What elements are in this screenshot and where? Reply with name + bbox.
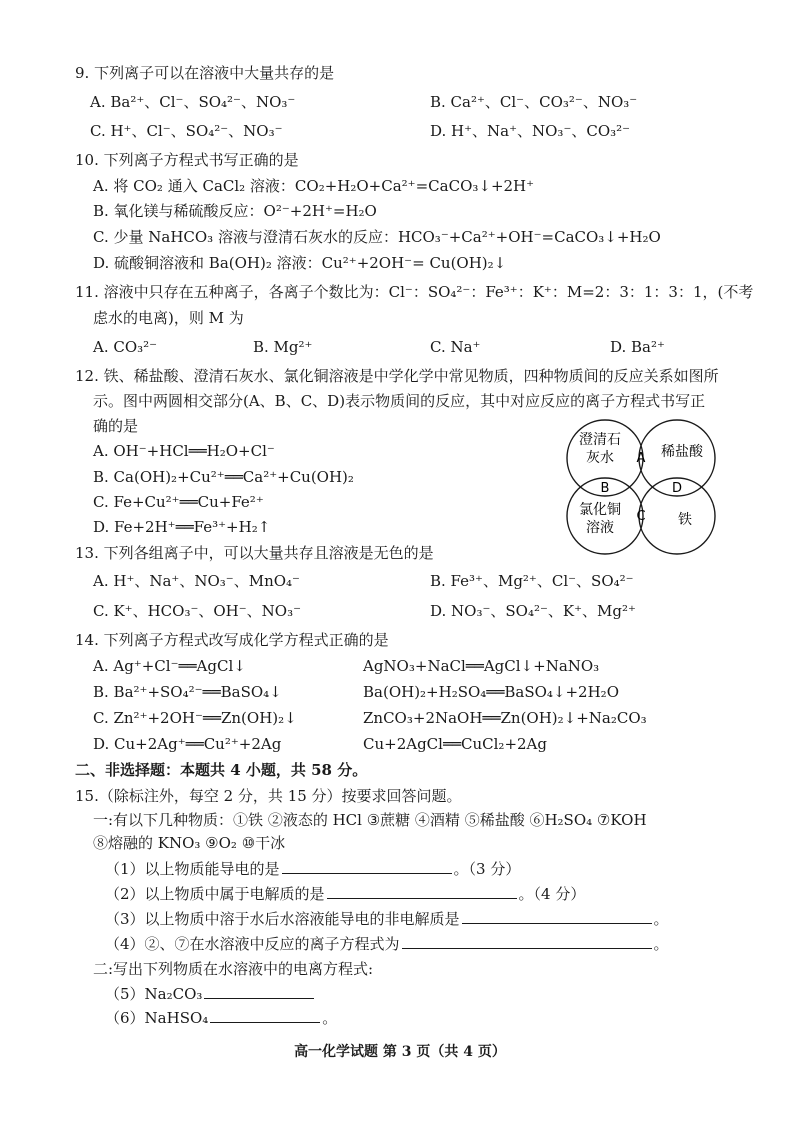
q14-option-a-equation: AgNO₃+NaCl══AgCl↓+NaNO₃ — [363, 657, 600, 675]
q13-option-d: D. NO₃⁻、SO₄²⁻、K⁺、Mg²⁺ — [430, 602, 636, 620]
q15-s2-prefix: （2）以上物质中属于电解质的是 — [105, 885, 325, 903]
label-limewater-2: 灰水 — [586, 450, 614, 466]
label-copper-chloride-1: 氯化铜 — [579, 502, 621, 518]
q15-s2-answer-blank[interactable] — [327, 883, 517, 899]
q12-option-c: C. Fe+Cu²⁺══Cu+Fe²⁺ — [93, 493, 264, 511]
q12-stem-line2: 示。图中两圆相交部分(A、B、C、D)表示物质间的反应，其中对应反应的离子方程式书写正 — [93, 392, 706, 410]
q13-stem: 13. 下列各组离子中，可以大量共存且溶液是无色的是 — [75, 544, 434, 562]
q11-stem-line2: 虑水的电离)，则 M 为 — [93, 309, 244, 327]
q14-option-d-ion: D. Cu+2Ag⁺══Cu²⁺+2Ag — [93, 735, 282, 753]
q15-s1-suffix: 。（3 分） — [453, 860, 521, 878]
q10-option-b: B. 氧化镁与稀硫酸反应：O²⁻+2H⁺=H₂O — [93, 202, 377, 220]
q15-s6-answer-blank[interactable] — [210, 1007, 320, 1023]
q15-s3-answer-blank[interactable] — [462, 908, 652, 924]
q15-s2-suffix: 。（4 分） — [518, 885, 586, 903]
label-B: B — [600, 481, 610, 496]
q15-s5-prefix: （5）Na₂CO₃ — [105, 985, 203, 1003]
q12-reaction-diagram — [560, 418, 730, 556]
q15-s3-suffix: 。 — [653, 910, 669, 928]
q15-subquestion-4 — [105, 933, 669, 954]
q9-option-c: C. H⁺、Cl⁻、SO₄²⁻、NO₃⁻ — [90, 122, 283, 140]
q11-option-c: C. Na⁺ — [430, 338, 481, 356]
q10-option-d: D. 硫酸铜溶液和 Ba(OH)₂ 溶液：Cu²⁺+2OH⁻= Cu(OH)₂↓ — [93, 254, 507, 272]
q15-part1-line1: 一:有以下几种物质：①铁 ②液态的 HCl ③蔗糖 ④酒精 ⑤稀盐酸 ⑥H₂SO₄ ⑦KOH — [93, 811, 647, 829]
section-2-heading: 二、非选择题：本题共 4 小题，共 58 分。 — [75, 761, 368, 779]
label-limewater-1: 澄清石 — [579, 432, 621, 448]
q11-option-d: D. Ba²⁺ — [610, 338, 665, 356]
q15-s3-prefix: （3）以上物质中溶于水后水溶液能导电的非电解质是 — [105, 910, 460, 928]
label-copper-chloride-2: 溶液 — [586, 520, 614, 536]
q15-s6-prefix: （6）NaHSO₄ — [105, 1009, 209, 1027]
q12-option-b: B. Ca(OH)₂+Cu²⁺══Ca²⁺+Cu(OH)₂ — [93, 468, 354, 486]
label-hydrochloric-acid: 稀盐酸 — [661, 444, 703, 460]
q9-option-a: A. Ba²⁺、Cl⁻、SO₄²⁻、NO₃⁻ — [90, 93, 296, 111]
q15-subquestion-6 — [105, 1007, 337, 1028]
q15-subquestion-1 — [105, 858, 520, 879]
q14-option-c-ion: C. Zn²⁺+2OH⁻══Zn(OH)₂↓ — [93, 709, 297, 727]
page-footer: 高一化学试题 第 3 页（共 4 页） — [294, 1044, 506, 1060]
q15-subquestion-5 — [105, 983, 316, 1004]
q10-option-a: A. 将 CO₂ 通入 CaCl₂ 溶液：CO₂+H₂O+Ca²⁺=CaCO₃↓+2H⁺ — [93, 177, 535, 195]
q9-option-b: B. Ca²⁺、Cl⁻、CO₃²⁻、NO₃⁻ — [430, 93, 638, 111]
q9-stem: 9. 下列离子可以在溶液中大量共存的是 — [75, 64, 335, 82]
q15-subquestion-2 — [105, 883, 585, 904]
q13-option-c: C. K⁺、HCO₃⁻、OH⁻、NO₃⁻ — [93, 602, 302, 620]
q15-s6-suffix: 。 — [322, 1009, 338, 1027]
q14-option-c-equation: ZnCO₃+2NaOH══Zn(OH)₂↓+Na₂CO₃ — [363, 709, 647, 727]
label-C: C — [636, 509, 646, 524]
q9-option-d: D. H⁺、Na⁺、NO₃⁻、CO₃²⁻ — [430, 122, 631, 140]
q13-option-b: B. Fe³⁺、Mg²⁺、Cl⁻、SO₄²⁻ — [430, 572, 634, 590]
q15-s1-prefix: （1）以上物质能导电的是 — [105, 860, 280, 878]
q15-stem: 15.（除标注外，每空 2 分，共 15 分）按要求回答问题。 — [75, 787, 462, 805]
q10-stem: 10. 下列离子方程式书写正确的是 — [75, 151, 299, 169]
q11-option-b: B. Mg²⁺ — [253, 338, 313, 356]
q12-option-d: D. Fe+2H⁺══Fe³⁺+H₂↑ — [93, 518, 271, 536]
q11-stem-line1: 11. 溶液中只存在五种离子，各离子个数比为：Cl⁻：SO₄²⁻：Fe³⁺：K⁺：M=2：3：1：3：1，(不考 — [75, 283, 754, 301]
q15-subquestion-3 — [105, 908, 669, 929]
q12-option-a: A. OH⁻+HCl══H₂O+Cl⁻ — [93, 442, 275, 460]
q13-option-a: A. H⁺、Na⁺、NO₃⁻、MnO₄⁻ — [93, 572, 300, 590]
q14-stem: 14. 下列离子方程式改写成化学方程式正确的是 — [75, 631, 389, 649]
label-D: D — [671, 481, 683, 496]
q15-s4-suffix: 。 — [653, 935, 669, 953]
q14-option-d-equation: Cu+2AgCl══CuCl₂+2Ag — [363, 735, 547, 753]
q15-s1-answer-blank[interactable] — [282, 858, 452, 874]
label-A: A — [636, 451, 646, 466]
q15-part2: 二:写出下列物质在水溶液中的电离方程式: — [93, 960, 374, 978]
q11-option-a: A. CO₃²⁻ — [93, 338, 158, 356]
q15-s4-answer-blank[interactable] — [402, 933, 652, 949]
q15-s5-answer-blank[interactable] — [204, 983, 314, 999]
label-iron: 铁 — [678, 512, 692, 528]
q15-part1-line2: ⑧熔融的 KNO₃ ⑨O₂ ⑩干冰 — [93, 834, 286, 852]
q14-option-b-ion: B. Ba²⁺+SO₄²⁻══BaSO₄↓ — [93, 683, 282, 701]
q14-option-b-equation: Ba(OH)₂+H₂SO₄══BaSO₄↓+2H₂O — [363, 683, 619, 701]
q12-stem-line1: 12. 铁、稀盐酸、澄清石灰水、氯化铜溶液是中学化学中常见物质，四种物质间的反应关系如图所 — [75, 367, 719, 385]
q15-s4-prefix: （4）②、⑦在水溶液中反应的离子方程式为 — [105, 935, 400, 953]
q14-option-a-ion: A. Ag⁺+Cl⁻══AgCl↓ — [93, 657, 246, 675]
q10-option-c: C. 少量 NaHCO₃ 溶液与澄清石灰水的反应：HCO₃⁻+Ca²⁺+OH⁻=CaCO₃↓+H₂O — [93, 228, 661, 246]
q12-stem-line3: 确的是 — [93, 417, 139, 435]
